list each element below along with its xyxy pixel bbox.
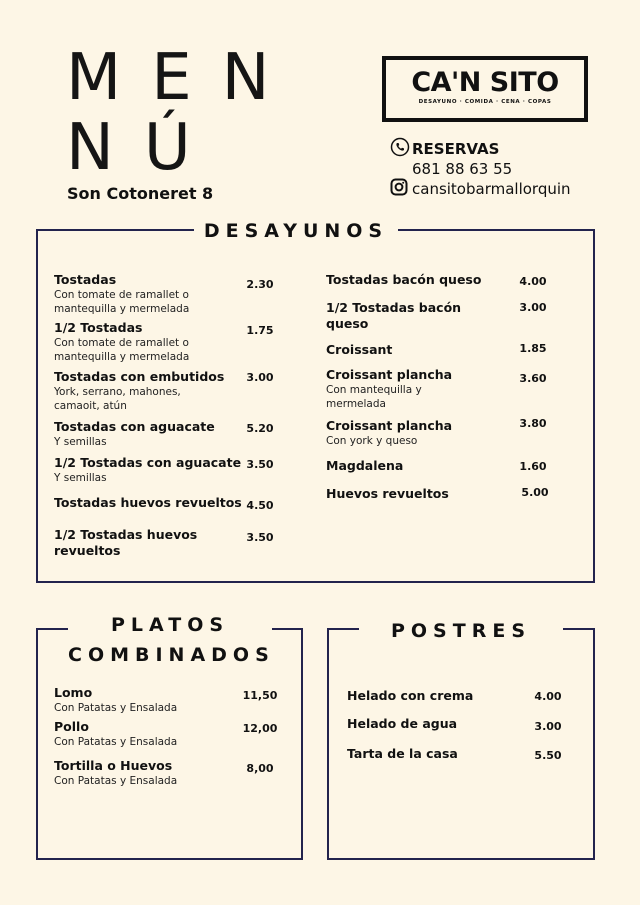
item-price: 3.00 <box>246 371 274 384</box>
item-price: 5.00 <box>521 486 549 499</box>
menu-title-line2: NÚ <box>66 111 221 185</box>
reservations-label: RESERVAS <box>412 140 500 158</box>
item-price: 5.50 <box>534 749 562 762</box>
item-price: 3.00 <box>519 301 547 314</box>
item-price: 4.00 <box>534 690 562 703</box>
instagram-icon <box>390 178 412 200</box>
list-item: Croissant plancha Con york y queso <box>326 418 453 447</box>
list-item: Tostadas con embutidos York, serrano, mahones, camaoit, atún <box>54 369 225 412</box>
item-price: 3.50 <box>246 458 274 471</box>
list-item: Tarta de la casa <box>347 746 458 761</box>
logo-tagline: DESAYUNO · COMIDA · CENA · COPAS <box>418 99 552 105</box>
platos-title-line1: PLATOS <box>68 610 272 640</box>
platos-title-line2: COMBINADOS <box>68 640 272 670</box>
list-item: Tostadas Con tomate de ramallet o mantequilla y mermelada <box>54 272 190 315</box>
list-item: Croissant plancha Con mantequilla y mermelada <box>326 367 453 410</box>
list-item: Lomo Con Patatas y Ensalada <box>54 685 178 714</box>
item-price: 1.75 <box>246 324 274 337</box>
item-price: 5.20 <box>246 422 274 435</box>
list-item: Tortilla o Huevos Con Patatas y Ensalada <box>54 758 178 787</box>
contact-block <box>390 140 630 198</box>
item-price: 4.50 <box>246 499 274 512</box>
phone-number[interactable]: 681 88 63 55 <box>412 160 513 178</box>
item-price: 4.00 <box>519 275 547 288</box>
item-price: 8,00 <box>246 762 274 775</box>
item-price: 3.50 <box>246 531 274 544</box>
item-price: 3.60 <box>519 372 547 385</box>
item-price: 3.80 <box>519 417 547 430</box>
list-item: 1/2 Tostadas bacón queso <box>326 300 462 331</box>
list-item: 1/2 Tostadas huevos revueltos <box>54 527 198 558</box>
list-item: Tostadas bacón queso <box>326 272 482 287</box>
brand-logo <box>382 56 588 122</box>
list-item: Helado con crema <box>347 688 474 703</box>
item-price: 3.00 <box>534 720 562 733</box>
postres-section <box>327 628 595 860</box>
list-item: Huevos revueltos <box>326 486 449 501</box>
list-item: Pollo Con Patatas y Ensalada <box>54 719 178 748</box>
item-price: 2.30 <box>246 278 274 291</box>
item-price: 1.85 <box>519 342 547 355</box>
item-price: 11,50 <box>242 689 278 702</box>
desayunos-title: DESAYUNOS <box>194 216 398 246</box>
list-item: Magdalena <box>326 458 404 473</box>
postres-title: POSTRES <box>359 616 563 646</box>
item-price: 12,00 <box>242 722 278 735</box>
item-price: 1.60 <box>519 460 547 473</box>
logo-name: CA'N SITO <box>411 67 559 98</box>
list-item: 1/2 Tostadas Con tomate de ramallet o mantequilla y mermelada <box>54 320 190 363</box>
list-item: Helado de agua <box>347 716 458 731</box>
menu-title-line1: MEN <box>66 41 300 115</box>
list-item: Croissant <box>326 342 393 357</box>
phone-icon <box>390 137 412 161</box>
list-item: Tostadas huevos revueltos <box>54 495 242 510</box>
list-item: Tostadas con aguacate Y semillas <box>54 419 215 448</box>
list-item: 1/2 Tostadas con aguacate Y semillas <box>54 455 242 484</box>
instagram-handle[interactable]: cansitobarmallorquin <box>412 180 571 198</box>
address: Son Cotoneret 8 <box>67 184 214 203</box>
